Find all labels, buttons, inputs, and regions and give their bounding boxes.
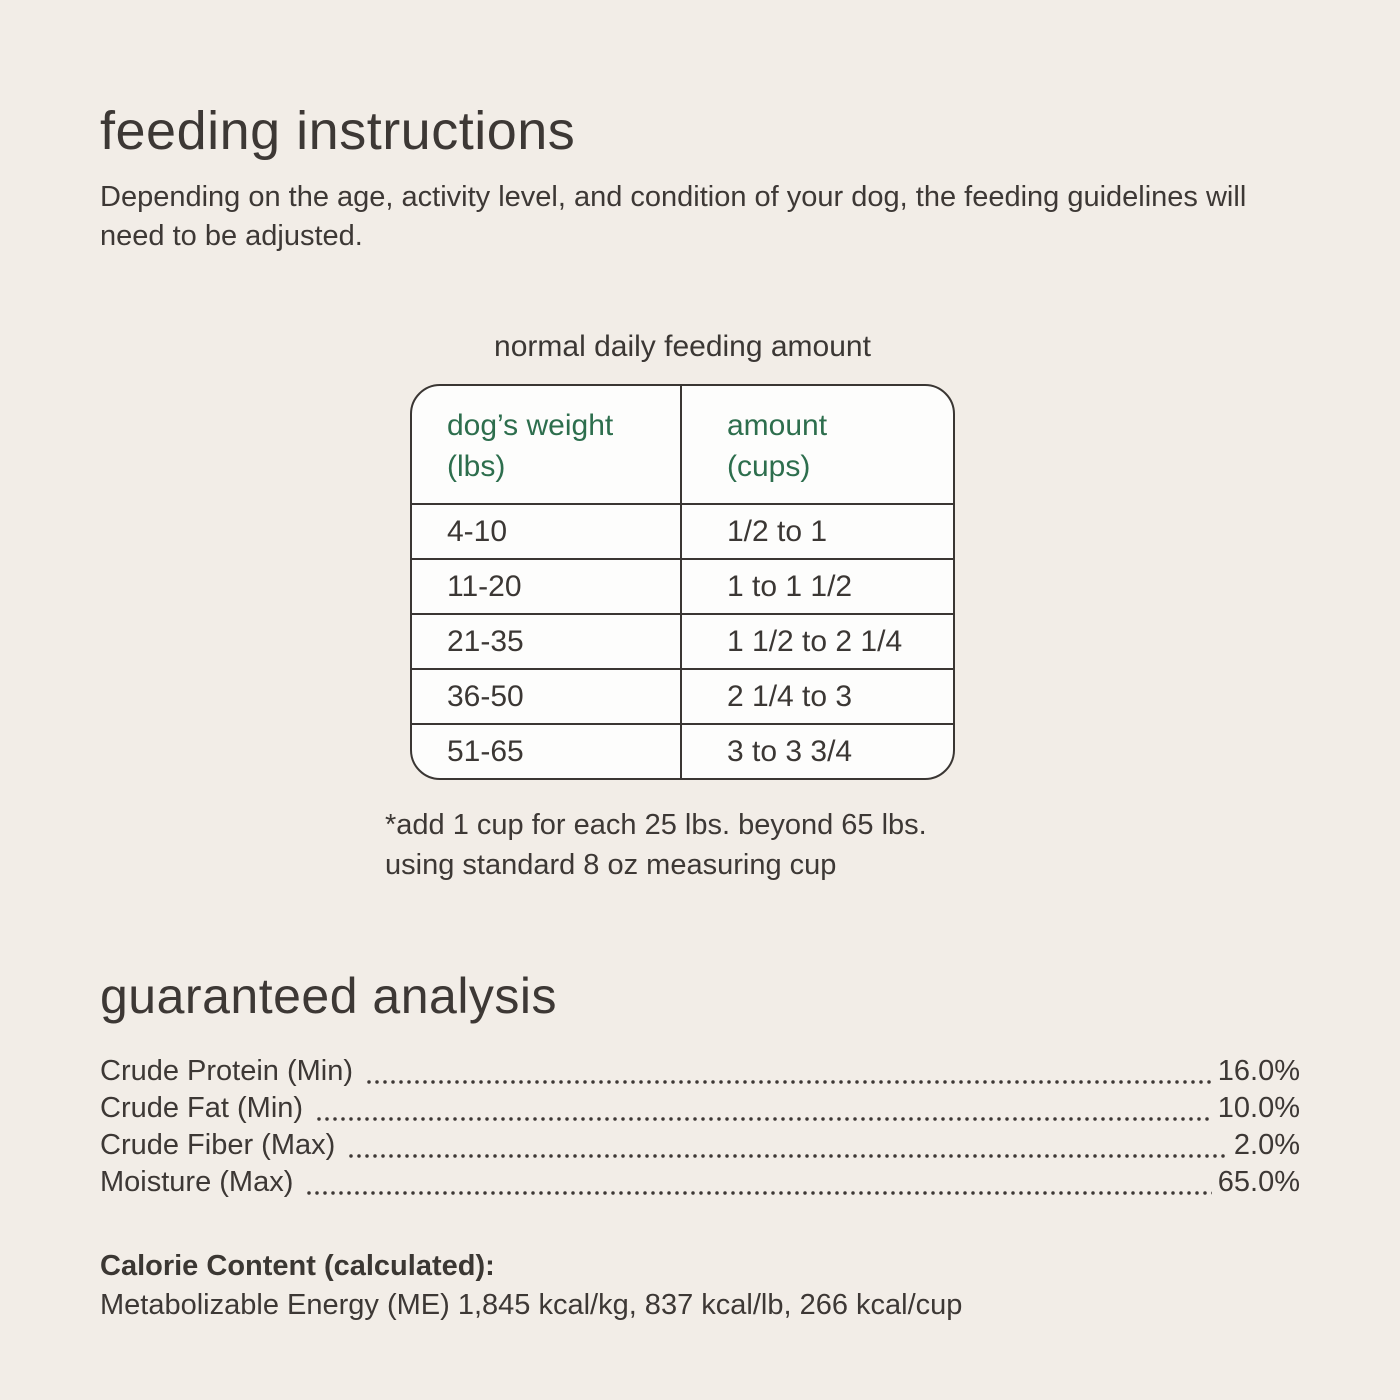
table-row — [412, 558, 953, 613]
analysis-label: Moisture (Max) — [100, 1165, 294, 1198]
feeding-table-section — [385, 330, 955, 884]
amount-cell: 1 to 1 1/2 — [727, 570, 853, 604]
analysis-row — [100, 1053, 1300, 1090]
feeding-table — [410, 384, 955, 780]
header-dogs-weight-line1: dog’s weight — [447, 409, 614, 443]
weight-cell: 21-35 — [412, 615, 682, 668]
dotted-leader — [315, 1094, 1212, 1123]
calorie-content-block — [100, 1247, 1300, 1325]
analysis-label: Crude Fiber (Max) — [100, 1128, 336, 1161]
header-amount-line1: amount — [727, 409, 828, 443]
guaranteed-analysis-section — [100, 967, 1300, 1326]
analysis-row — [100, 1090, 1300, 1127]
guaranteed-analysis-title: guaranteed analysis — [100, 967, 558, 1024]
header-amount — [682, 386, 953, 503]
analysis-value: 2.0% — [1233, 1128, 1300, 1161]
analysis-value: 65.0% — [1217, 1165, 1300, 1198]
feeding-table-title: normal daily feeding amount — [494, 330, 871, 364]
analysis-value: 16.0% — [1217, 1054, 1300, 1087]
header-dogs-weight — [412, 386, 682, 503]
table-row — [412, 613, 953, 668]
amount-cell: 3 to 3 3/4 — [727, 735, 853, 769]
footnote-line1: *add 1 cup for each 25 lbs. beyond 65 lbs. — [385, 809, 927, 842]
analysis-label: Crude Fat (Min) — [100, 1091, 304, 1124]
weight-cell: 11-20 — [412, 560, 682, 613]
table-header-row — [412, 386, 953, 503]
analysis-row — [100, 1164, 1300, 1201]
analysis-value: 10.0% — [1217, 1091, 1300, 1124]
analysis-label: Crude Protein (Min) — [100, 1054, 354, 1087]
amount-cell: 2 1/4 to 3 — [727, 680, 853, 714]
feeding-description: Depending on the age, activity level, and condition of your dog, the feeding guidelines will need to be adjusted. — [100, 181, 1247, 253]
amount-cell: 1/2 to 1 — [727, 515, 828, 549]
analysis-row — [100, 1127, 1300, 1164]
weight-cell: 51-65 — [412, 725, 682, 778]
table-footnote — [385, 806, 955, 884]
weight-cell: 4-10 — [412, 505, 682, 558]
header-dogs-weight-line2: (lbs) — [447, 449, 506, 483]
dotted-leader — [305, 1168, 1211, 1197]
footnote-line2: using standard 8 oz measuring cup — [385, 848, 837, 881]
weight-cell: 36-50 — [412, 670, 682, 723]
header-amount-line2: (cups) — [727, 449, 811, 483]
table-row — [412, 723, 953, 778]
calorie-content-heading: Calorie Content (calculated): — [100, 1250, 495, 1283]
table-row — [412, 668, 953, 723]
dotted-leader — [347, 1131, 1228, 1160]
table-row — [412, 503, 953, 558]
amount-cell: 1 1/2 to 2 1/4 — [727, 625, 903, 659]
calorie-content-text: Metabolizable Energy (ME) 1,845 kcal/kg, 837 kcal/lb, 266 kcal/cup — [100, 1289, 963, 1322]
guaranteed-analysis-list — [100, 1053, 1300, 1201]
dotted-leader — [365, 1057, 1212, 1086]
feeding-instructions-title: feeding instructions — [100, 101, 576, 161]
